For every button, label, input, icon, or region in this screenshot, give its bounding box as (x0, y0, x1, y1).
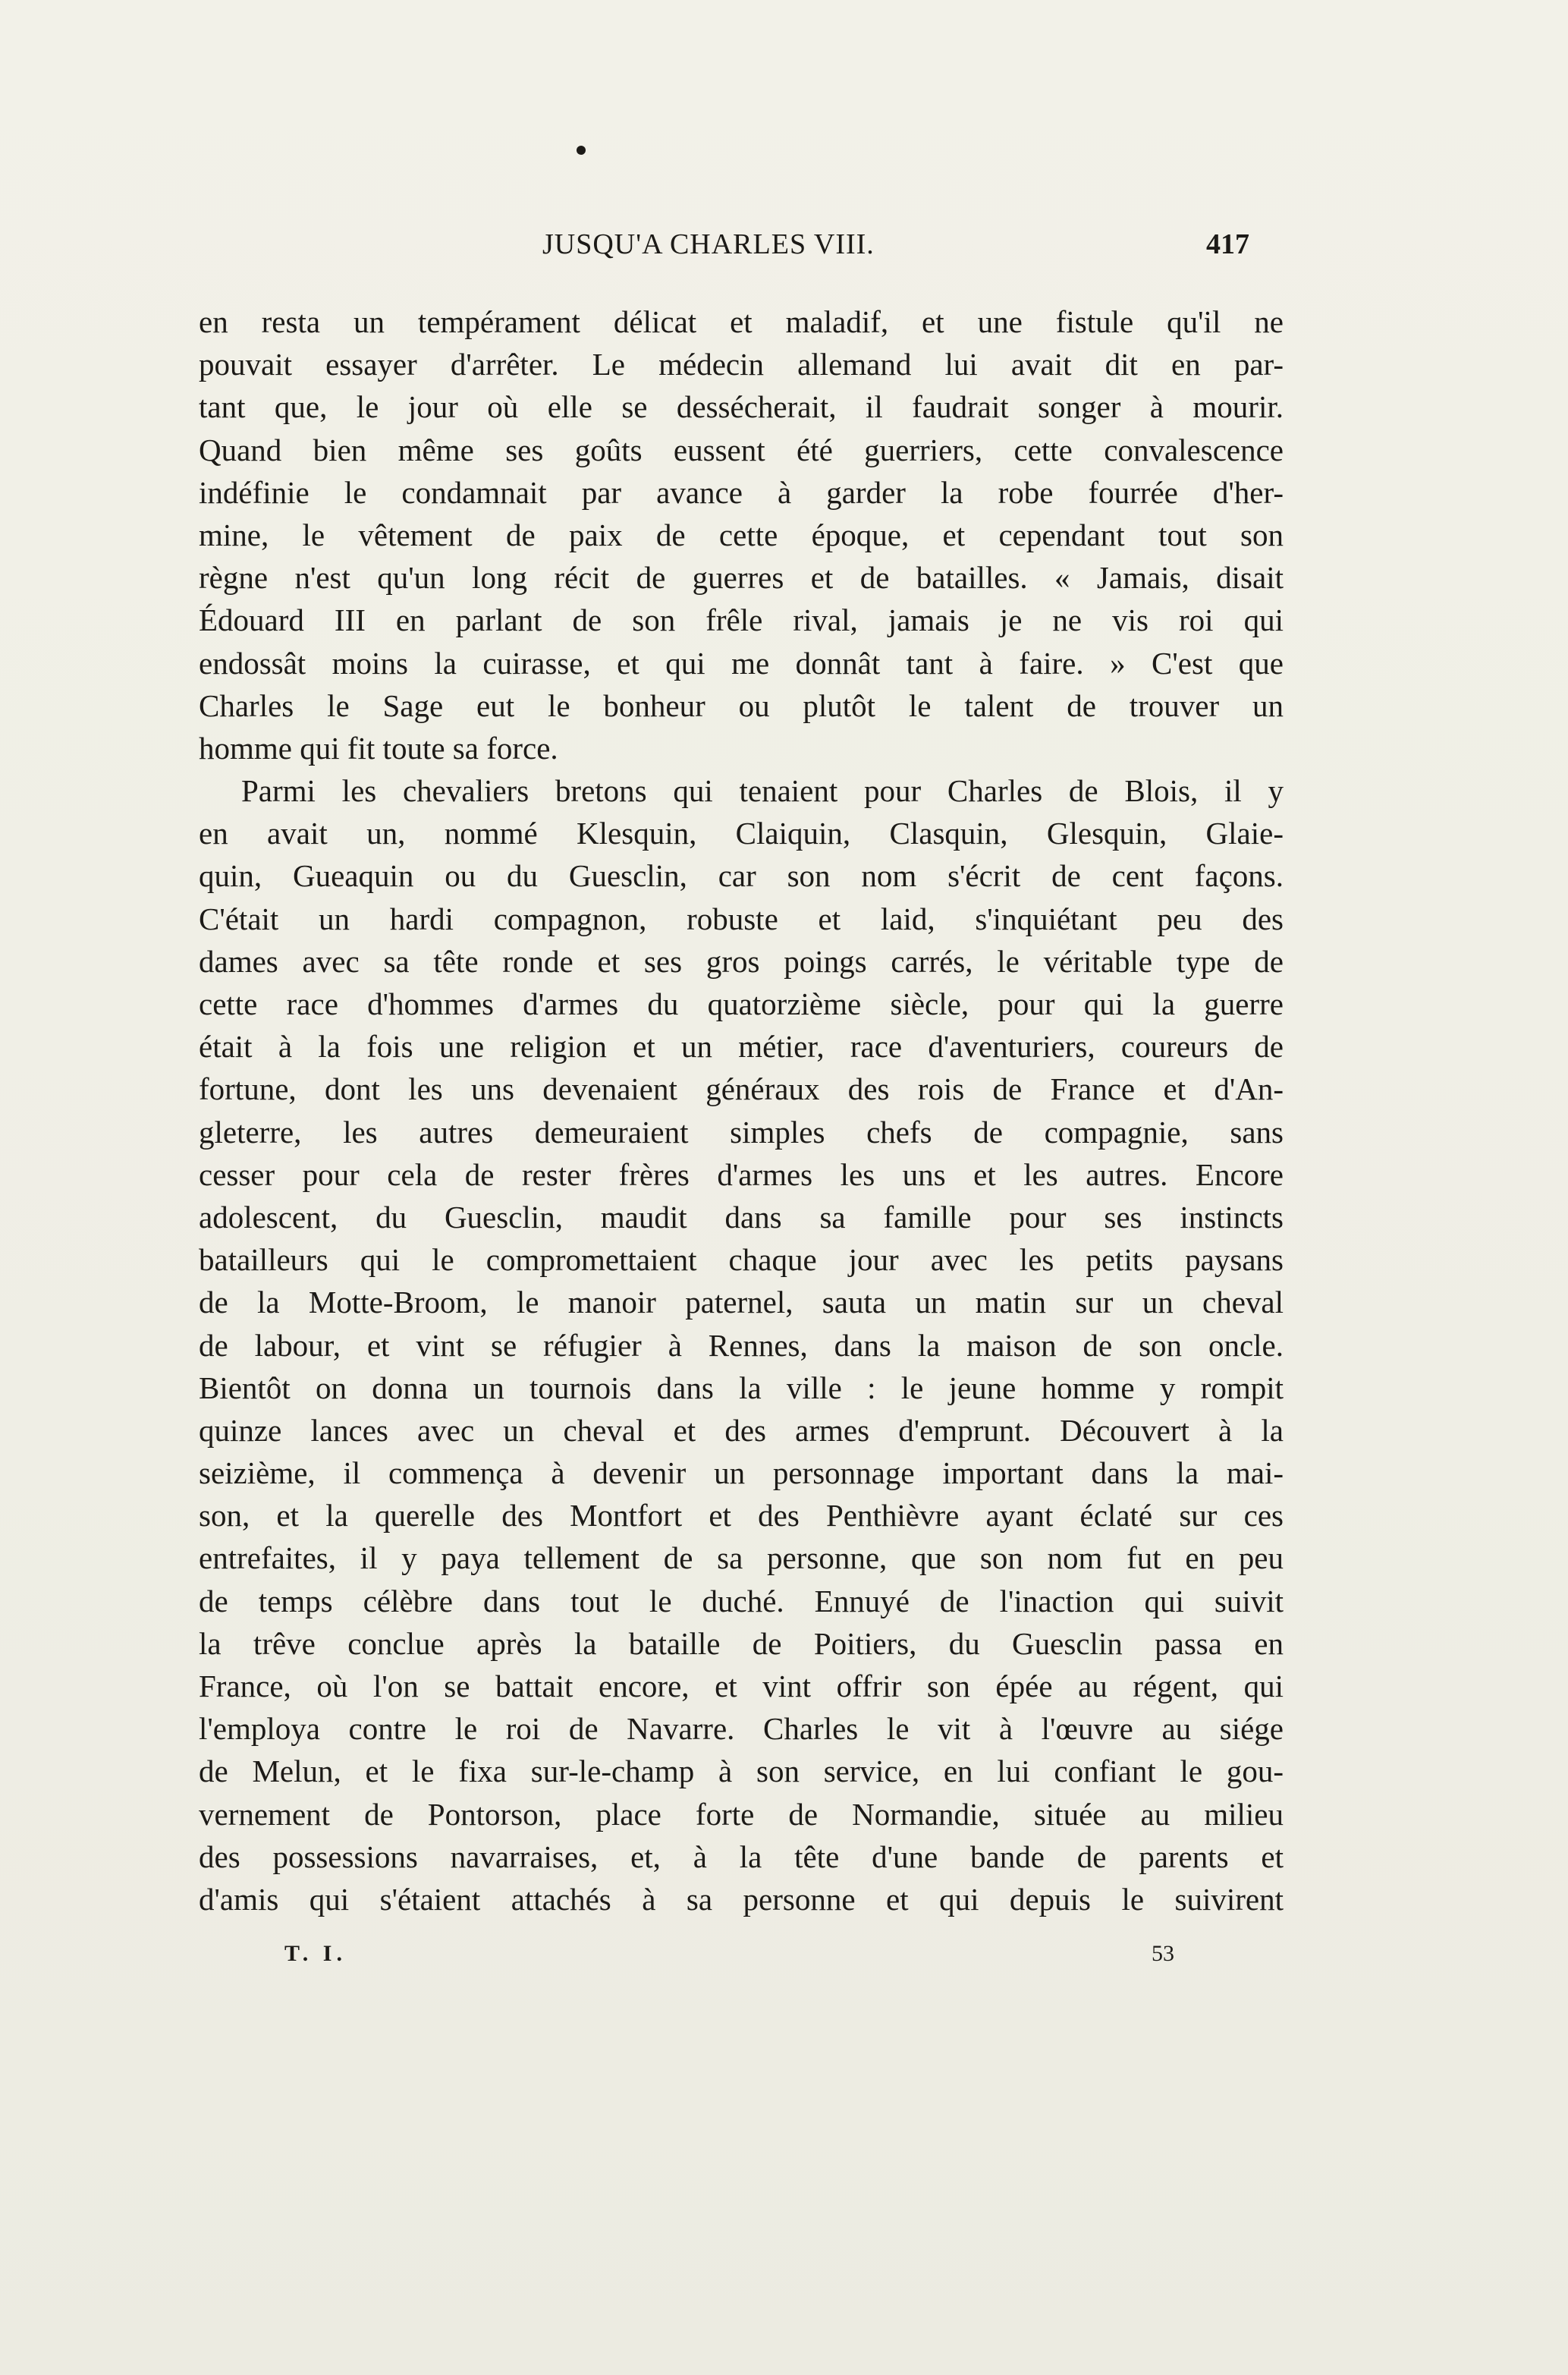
body-text (199, 300, 1284, 1920)
text-line: la trêve conclue après la bataille de Poitiers, du Guesclin passa en (199, 1625, 1284, 1661)
paragraph (199, 769, 1284, 1920)
text-line: dames avec sa tête ronde et ses gros poings carrés, le véritable type de (199, 943, 1284, 979)
page-footer (0, 1941, 1568, 1971)
text-line: Édouard III en parlant de son frêle rival, jamais je ne vis roi qui (199, 602, 1284, 638)
text-line: l'employa contre le roi de Navarre. Charles le vit à l'œuvre au siége (199, 1711, 1284, 1747)
text-line: cette race d'hommes d'armes du quatorzième siècle, pour qui la guerre (199, 986, 1284, 1021)
text-line: Charles le Sage eut le bonheur ou plutôt le talent de trouver un (199, 687, 1284, 723)
text-line: de Melun, et le fixa sur-le-champ à son service, en lui confiant le gou- (199, 1754, 1284, 1789)
text-line: batailleurs qui le compromettaient chaque jour avec les petits paysans (199, 1242, 1284, 1278)
text-line: de temps célèbre dans tout le duché. Ennuyé de l'inaction qui suivit (199, 1583, 1284, 1618)
text-line: pouvait essayer d'arrêter. Le médecin allemand lui avait dit en par- (199, 347, 1284, 382)
text-line: de la Motte-Broom, le manoir paternel, sauta un matin sur un cheval (199, 1285, 1284, 1320)
text-line: France, où l'on se battait encore, et vint offrir son épée au régent, qui (199, 1669, 1284, 1703)
volume-signature: T. I. (284, 1941, 347, 1966)
page-number: 417 (1206, 228, 1249, 260)
paragraph (199, 300, 1284, 769)
text-line: quinze lances avec un cheval et des armes d'emprunt. Découvert à la (199, 1412, 1284, 1448)
running-head (0, 228, 1568, 273)
text-line: endossât moins la cuirasse, et qui me donnât tant à faire. » C'est que (199, 645, 1284, 681)
text-line: en resta un tempérament délicat et maladif, et une fistule qu'il ne (199, 304, 1284, 339)
text-line: fortune, dont les uns devenaient généraux des rois de France et d'An- (199, 1071, 1284, 1107)
text-line: seizième, il commença à devenir un personnage important dans la mai- (199, 1455, 1284, 1491)
text-line: était à la fois une religion et un métier, race d'aventuriers, coureurs de (199, 1029, 1284, 1065)
running-title: JUSQU'A CHARLES VIII. (542, 228, 875, 260)
text-line: des possessions navarraises, et, à la tête d'une bande de parents et (199, 1839, 1284, 1874)
text-line: d'amis qui s'étaient attachés à sa personne et qui depuis le suivirent (199, 1881, 1284, 1917)
text-line: règne n'est qu'un long récit de guerres et de batailles. « Jamais, disait (199, 560, 1284, 596)
text-line: indéfinie le condamnait par avance à garder la robe fourrée d'her- (199, 474, 1284, 510)
text-line: en avait un, nommé Klesquin, Claiquin, Clasquin, Glesquin, Glaie- (199, 816, 1284, 851)
text-line: Parmi les chevaliers bretons qui tenaient pour Charles de Blois, il y (241, 773, 1284, 809)
text-line: vernement de Pontorson, place forte de Normandie, située au milieu (199, 1796, 1284, 1832)
text-line: Quand bien même ses goûts eussent été guerriers, cette convalescence (199, 432, 1284, 467)
text-line: C'était un hardi compagnon, robuste et laid, s'inquiétant peu des (199, 901, 1284, 936)
text-line: de labour, et vint se réfugier à Rennes, dans la maison de son oncle. (199, 1327, 1284, 1363)
text-line: mine, le vêtement de paix de cette époque, et cependant tout son (199, 517, 1284, 552)
text-line: gleterre, les autres demeuraient simples chefs de compagnie, sans (199, 1114, 1284, 1150)
text-line: entrefaites, il y paya tellement de sa personne, que son nom fut en peu (199, 1540, 1284, 1576)
text-line: homme qui fit toute sa force. (199, 730, 558, 766)
text-line: Bientôt on donna un tournois dans la ville : le jeune homme y rompit (199, 1370, 1284, 1405)
text-line: cesser pour cela de rester frères d'armes les uns et les autres. Encore (199, 1156, 1284, 1192)
text-line: adolescent, du Guesclin, maudit dans sa famille pour ses instincts (199, 1199, 1284, 1235)
text-line: son, et la querelle des Montfort et des Penthièvre ayant éclaté sur ces (199, 1498, 1284, 1534)
text-line: quin, Gueaquin ou du Guesclin, car son nom s'écrit de cent façons. (199, 858, 1284, 894)
text-line: tant que, le jour où elle se dessécherait, il faudrait songer à mourir. (199, 389, 1284, 425)
ink-speck (577, 146, 586, 155)
sheet-number: 53 (1152, 1941, 1174, 1966)
